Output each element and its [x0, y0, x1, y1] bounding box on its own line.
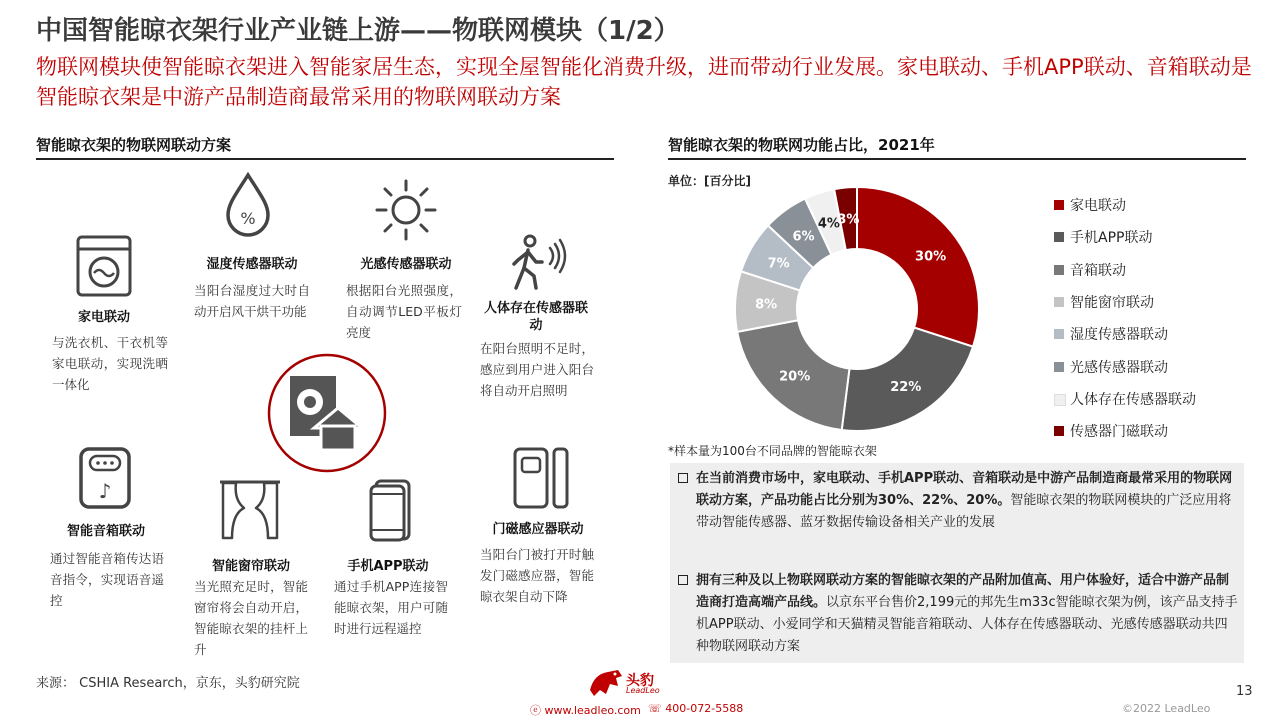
item-desc-light: 根据阳台光照强度，自动调节LED平板灯亮度: [346, 283, 462, 340]
smartphone-icon: [368, 478, 412, 542]
legend-swatch: [1054, 200, 1064, 210]
page-subtitle: 物联网模块使智能晾衣架进入智能家居生态，实现全屋智能化消费升级，进而带动行业发展。家电联动、手机APP联动、音箱联动是智能晾衣架是中游产品制造商最常采用的物联网联动方案: [36, 55, 1252, 109]
legend-swatch: [1054, 426, 1064, 436]
smart-home-center-icon: [266, 352, 388, 474]
smart-speaker-icon: [78, 446, 132, 510]
legend-swatch: [1054, 297, 1064, 307]
legend-label: 湿度传感器联动: [1070, 327, 1168, 344]
logo-subtext: LeadLeo: [626, 686, 660, 695]
phone-icon: ☏: [648, 702, 662, 715]
legend-swatch: [1054, 362, 1064, 372]
insight-bullet-1: [678, 468, 1240, 534]
legend-swatch: [1054, 265, 1064, 275]
item-title-humidity: 湿度传感器联动: [206, 257, 298, 272]
legend-label: 手机APP联动: [1070, 230, 1153, 247]
insight-1-rest: 智能晾衣架的物联网模块的广泛应用将带动智能传感器、蓝牙数据传输设备相关产业的发展: [696, 493, 1232, 530]
legend-label: 光感传感器联动: [1070, 359, 1168, 376]
curtain-icon: [218, 478, 282, 542]
left-section-rule: [36, 158, 614, 160]
right-section-title: 智能晾衣架的物联网功能占比，2021年: [668, 136, 935, 154]
logo-text: 头豹: [626, 673, 654, 689]
phone-contact: [648, 702, 743, 715]
item-desc-appliance: 与洗衣机、干衣机等家电联动，实现洗晒一体化: [52, 335, 168, 392]
insight-2-rest: 以京东平台售价2,199元的邦先生m33c智能晾衣架为例，该产品支持手机APP联动、小爱同学和天猫精灵智能音箱联动、人体存在传感器联动、光感传感器联动共四种物联网联动方案: [696, 595, 1238, 654]
legend-label: 智能窗帘联动: [1070, 294, 1154, 311]
door-sensor-icon: [512, 446, 570, 510]
walking-person-icon: [508, 234, 568, 292]
item-title-app: 手机APP联动: [347, 559, 429, 574]
donut-label-6: 6%: [792, 229, 815, 245]
website-link[interactable]: [530, 702, 641, 718]
legend-swatch: [1054, 232, 1064, 242]
item-desc-door: 当阳台门被打开时触发门磁感应器，智能晾衣架自动下降: [480, 547, 594, 604]
washing-machine-icon: [76, 235, 132, 297]
donut-slice-1: [857, 187, 979, 347]
donut-label-1: 30%: [915, 249, 947, 265]
website-text: www.leadleo.com: [544, 704, 641, 717]
insight-1-bold: 在当前消费市场中，家电联动、手机APP联动、音箱联动是中游产品制造商最常采用的物联网联动方案，产品功能占比分别为30%、22%、20%。: [696, 471, 1233, 508]
sample-note: *样本量为100台不同品牌的智能晾衣架: [668, 444, 877, 458]
legend-label: 音箱联动: [1070, 262, 1126, 279]
humidity-drop-icon: [224, 172, 272, 238]
legend-label: 家电联动: [1070, 198, 1126, 214]
donut-chart: [722, 174, 992, 444]
item-title-curtain: 智能窗帘联动: [211, 559, 290, 574]
donut-label-7: 4%: [817, 216, 840, 232]
checkbox-icon: [678, 575, 688, 585]
checkbox-icon: [678, 473, 688, 483]
item-title-presence: 人体存在传感器联动: [483, 301, 588, 333]
page-number: 13: [1236, 684, 1253, 699]
donut-label-2: 22%: [890, 379, 922, 395]
page-title: 中国智能晾衣架行业产业链上游——物联网模块（1/2）: [36, 16, 680, 46]
item-title-light: 光感传感器联动: [360, 257, 452, 272]
item-title-speaker: 智能音箱联动: [66, 524, 145, 539]
source-note: 来源： CSHIA Research，京东，头豹研究院: [36, 676, 300, 691]
web-icon: ⓔ: [530, 704, 541, 717]
donut-label-8: 3%: [837, 212, 860, 228]
item-desc-speaker: 通过智能音箱传达语音指令，实现语音遥控: [50, 551, 164, 608]
item-title-door: 门磁感应器联动: [492, 522, 584, 537]
legend-swatch: [1054, 394, 1066, 406]
donut-label-4: 8%: [755, 297, 778, 313]
left-section-title: 智能晾衣架的物联网联动方案: [36, 136, 232, 154]
leopard-logo-icon: [588, 668, 624, 698]
legend-label: 人体存在传感器联动: [1070, 391, 1196, 408]
item-desc-curtain: 当光照充足时，智能窗帘将会自动开启，智能晾衣架的挂杆上升: [194, 579, 308, 657]
donut-label-5: 7%: [767, 256, 790, 272]
legend-label: 传感器门磁联动: [1070, 424, 1168, 441]
item-desc-app: 通过手机APP连接智能晾衣架，用户可随时进行远程遥控: [334, 579, 448, 636]
legend-swatch: [1054, 329, 1064, 339]
sun-icon: [374, 178, 438, 242]
copyright: ©2022 LeadLeo: [1122, 702, 1211, 715]
insight-2-bold: 拥有三种及以上物联网联动方案的智能晾衣架的产品附加值高、用户体验好，适合中游产品制造商打造高端产品线。: [696, 573, 1230, 610]
svg-text:♪: ♪: [98, 479, 112, 503]
item-desc-presence: 在阳台照明不足时，感应到用户进入阳台将自动开启照明: [480, 341, 594, 398]
right-section-rule: [668, 158, 1246, 160]
item-title-appliance: 家电联动: [77, 310, 130, 325]
item-desc-humidity: 当阳台湿度过大时自动开启风干烘干功能: [194, 283, 310, 319]
donut-label-3: 20%: [779, 369, 811, 385]
insight-bullet-2: [678, 570, 1240, 658]
svg-text:%: %: [240, 209, 256, 228]
chart-unit: 单位：[百分比]: [668, 174, 751, 188]
phone-text: 400-072-5588: [665, 702, 744, 715]
